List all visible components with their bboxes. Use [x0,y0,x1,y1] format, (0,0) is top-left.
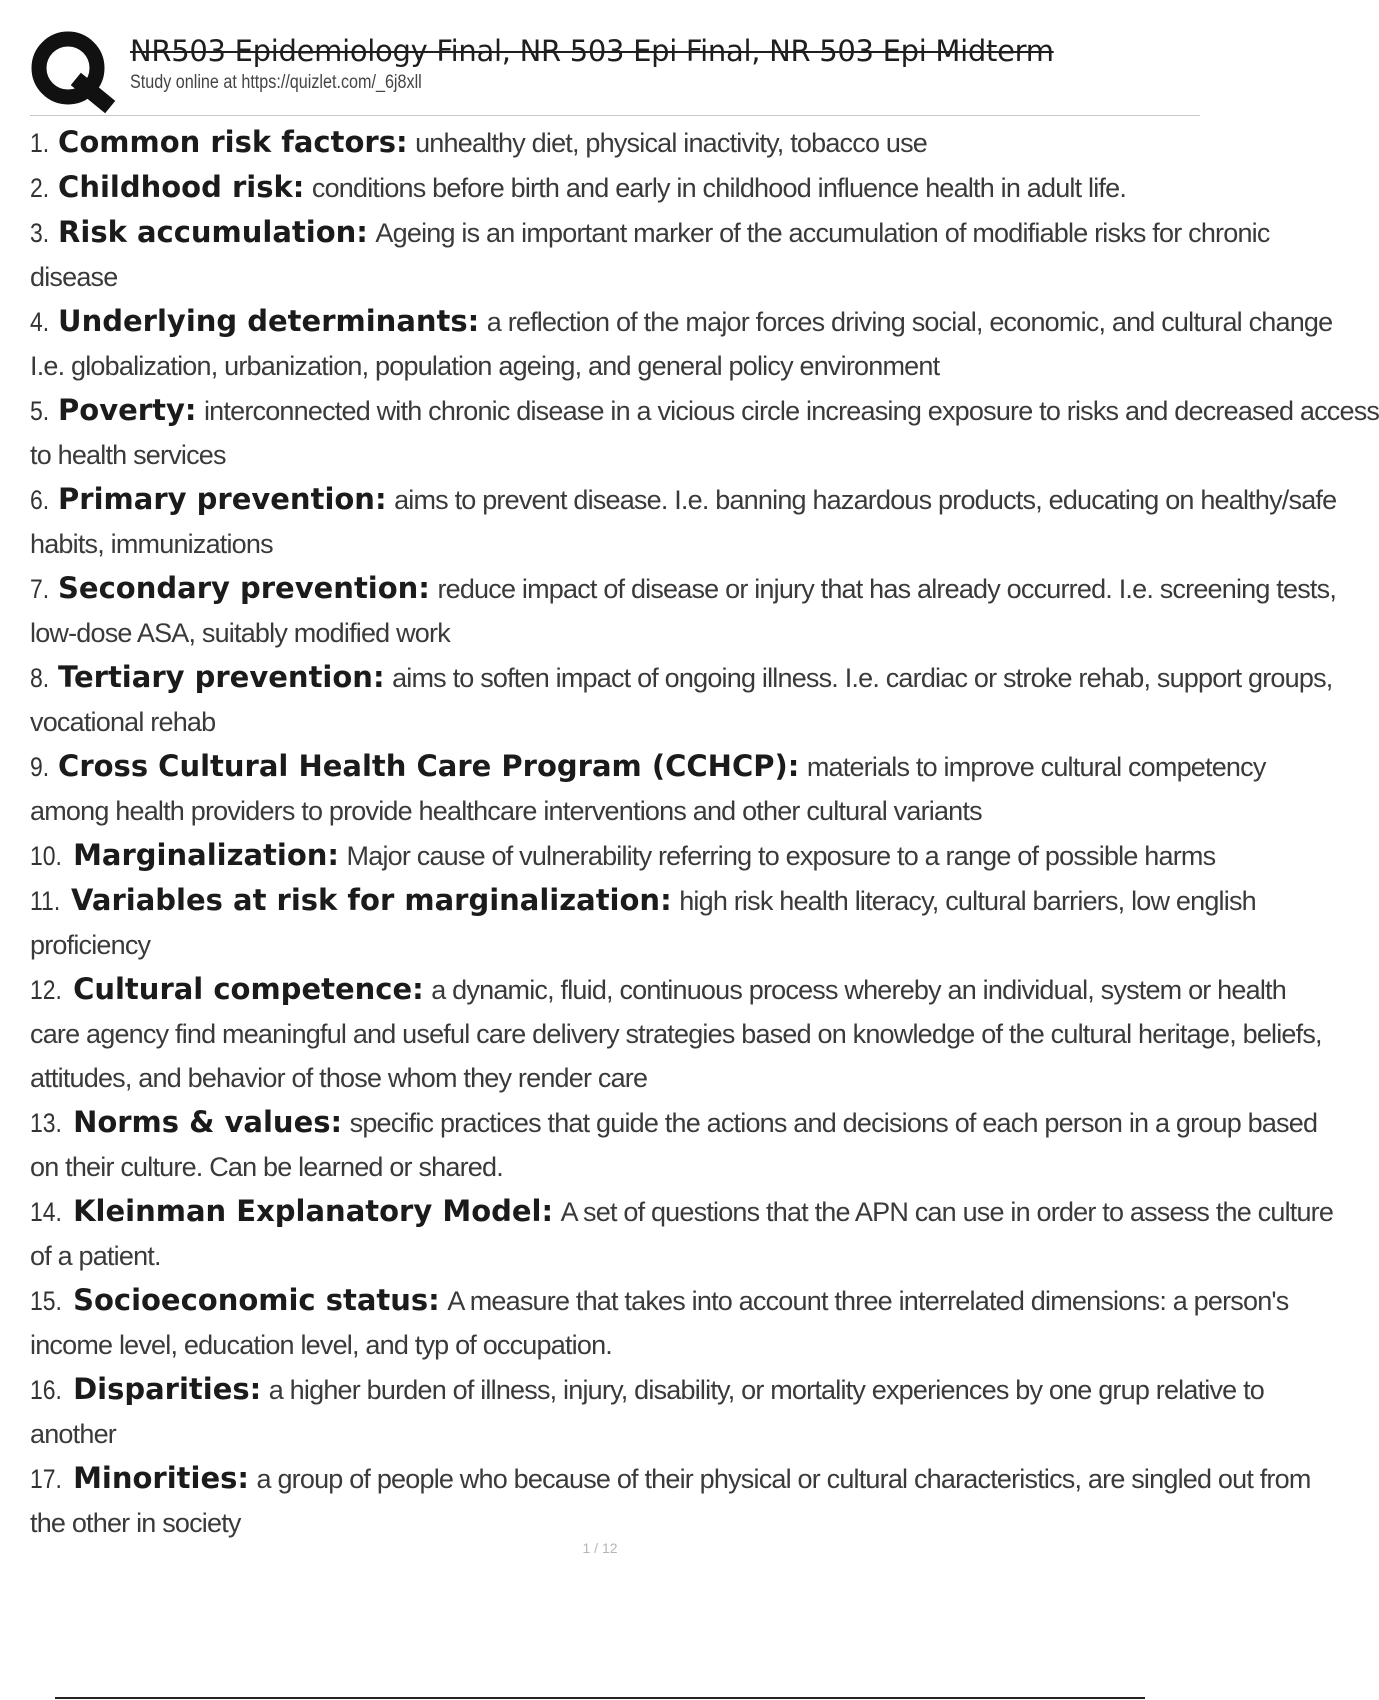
term-line [30,1234,1200,1278]
term-number: 17. [30,1464,62,1494]
term-name: Secondary prevention: [58,571,430,605]
term-definition: another [30,1419,116,1449]
document-header [30,28,1200,116]
term-definition: aims to prevent disease. I.e. banning hazardous products, educating on healthy/safe [394,485,1337,515]
term-line [30,1323,1200,1367]
term-item [30,878,1256,967]
term-item [30,1278,1289,1367]
term-item [30,165,1200,210]
term-number: 1. [30,128,50,158]
term-definition: on their culture. Can be learned or shared. [30,1152,503,1182]
term-line [30,967,1286,1012]
term-item [30,1189,1334,1278]
term-item [30,1367,1265,1456]
term-name: Childhood risk: [58,170,305,204]
term-definition: habits, immunizations [30,529,273,559]
term-name: Disparities: [73,1372,262,1406]
source-link[interactable]: Study online at https://quizlet.com/_6j8xll [130,72,422,93]
term-definition: a higher burden of illness, injury, disability, or mortality experiences by one grup relative to [268,1375,1265,1405]
term-line [30,1412,1200,1456]
term-number: 8. [30,663,50,693]
term-item [30,566,1337,655]
term-definition: conditions before birth and early in childhood influence health in adult life. [311,173,1127,203]
term-number: 9. [30,752,50,782]
term-line [30,878,1256,923]
term-line [30,522,1200,566]
term-name: Poverty: [58,393,197,427]
term-definition: vocational rehab [30,707,216,737]
term-number: 12. [30,975,62,1005]
term-number: 16. [30,1375,62,1405]
header-divider [30,115,1200,116]
term-item [30,120,1200,165]
term-line [30,388,1379,433]
term-number: 14. [30,1197,62,1227]
term-line [30,833,1216,878]
term-line [30,1145,1200,1189]
document-title: NR503 Epidemiology Final, NR 503 Epi Final, NR 503 Epi Midterm [130,34,1054,68]
term-line [30,566,1337,611]
term-name: Cross Cultural Health Care Program (CCHCP): [58,749,800,783]
term-name: Minorities: [73,1461,250,1495]
term-line [30,477,1337,522]
term-line [30,165,1200,210]
term-line [30,789,1200,833]
term-definition: reduce impact of disease or injury that has already occurred. I.e. screening tests, [437,574,1337,604]
term-line [30,120,1200,165]
page-number: 1 / 12 [582,1540,618,1556]
term-number: 7. [30,574,50,604]
term-number: 15. [30,1286,62,1316]
term-line [30,1278,1289,1323]
term-definition: care agency find meaningful and useful care delivery strategies based on knowledge of the cultural heritage, beliefs, [30,1019,1322,1049]
term-line [30,433,1200,477]
term-definition: A measure that takes into account three interrelated dimensions: a person's [447,1286,1289,1316]
term-line [30,344,1200,388]
term-item [30,477,1337,566]
term-name: Underlying determinants: [58,304,480,338]
term-name: Cultural competence: [73,972,424,1006]
term-line [30,299,1333,344]
term-definition: a reflection of the major forces driving social, economic, and cultural change [486,307,1333,337]
term-definition: aims to soften impact of ongoing illness. I.e. cardiac or stroke rehab, support groups, [392,663,1333,693]
term-item [30,833,1216,878]
term-definition: Major cause of vulnerability referring to exposure to a range of possible harms [346,841,1216,871]
term-item [30,299,1333,388]
term-definition: the other in society [30,1508,241,1538]
term-number: 10. [30,841,62,871]
term-list [30,120,1379,1545]
term-definition: a dynamic, fluid, continuous process whereby an individual, system or health [431,975,1286,1005]
term-definition: of a patient. [30,1241,161,1271]
term-definition: unhealthy diet, physical inactivity, tobacco use [415,128,927,158]
term-number: 4. [30,307,50,337]
term-definition: attitudes, and behavior of those whom they render care [30,1063,648,1093]
title-block [130,34,1170,94]
term-item [30,744,1266,833]
term-definition: income level, education level, and typ of occupation. [30,1330,612,1360]
term-definition: materials to improve cultural competency [806,752,1266,782]
term-line [30,1056,1200,1100]
term-line [30,1189,1334,1234]
term-definition: high risk health literacy, cultural barriers, low english [679,886,1256,916]
term-line [30,1456,1311,1501]
term-name: Kleinman Explanatory Model: [73,1194,554,1228]
term-definition: I.e. globalization, urbanization, population ageing, and general policy environment [30,351,940,381]
term-name: Primary prevention: [58,482,387,516]
term-definition: A set of questions that the APN can use in order to assess the culture [560,1197,1334,1227]
term-number: 5. [30,396,50,426]
term-item [30,388,1379,477]
term-item [30,967,1322,1100]
term-line [30,1100,1318,1145]
term-line [30,744,1266,789]
term-line [30,210,1270,255]
term-definition: interconnected with chronic disease in a vicious circle increasing exposure to risks and decreased access [203,396,1379,426]
term-name: Socioeconomic status: [73,1283,440,1317]
term-name: Marginalization: [73,838,340,872]
term-number: 2. [30,173,50,203]
quizlet-q-logo-icon [30,28,112,110]
footer-divider [55,1697,1145,1699]
term-line [30,700,1200,744]
term-item [30,1100,1318,1189]
term-definition: a group of people who because of their physical or cultural characteristics, are singled out from [256,1464,1311,1494]
term-name: Common risk factors: [58,125,408,159]
term-line [30,1367,1265,1412]
term-definition: low-dose ASA, suitably modified work [30,618,450,648]
term-definition: specific practices that guide the actions and decisions of each person in a group based [349,1108,1318,1138]
term-name: Tertiary prevention: [58,660,385,694]
term-number: 3. [30,218,50,248]
term-line [30,923,1200,967]
term-definition: proficiency [30,930,151,960]
term-item [30,655,1333,744]
term-line [30,1012,1322,1056]
term-number: 11. [30,886,61,916]
term-number: 13. [30,1108,62,1138]
term-line [30,255,1200,299]
term-definition: among health providers to provide healthcare interventions and other cultural variants [30,796,982,826]
term-item [30,1456,1311,1545]
term-definition: disease [30,262,118,292]
term-number: 6. [30,485,50,515]
term-definition: to health services [30,440,226,470]
term-line [30,611,1200,655]
term-line [30,1501,1200,1545]
term-definition: Ageing is an important marker of the accumulation of modifiable risks for chronic [375,218,1270,248]
term-item [30,210,1270,299]
term-name: Norms & values: [73,1105,343,1139]
term-name: Variables at risk for marginalization: [71,883,672,917]
term-line [30,655,1333,700]
term-name: Risk accumulation: [58,215,368,249]
